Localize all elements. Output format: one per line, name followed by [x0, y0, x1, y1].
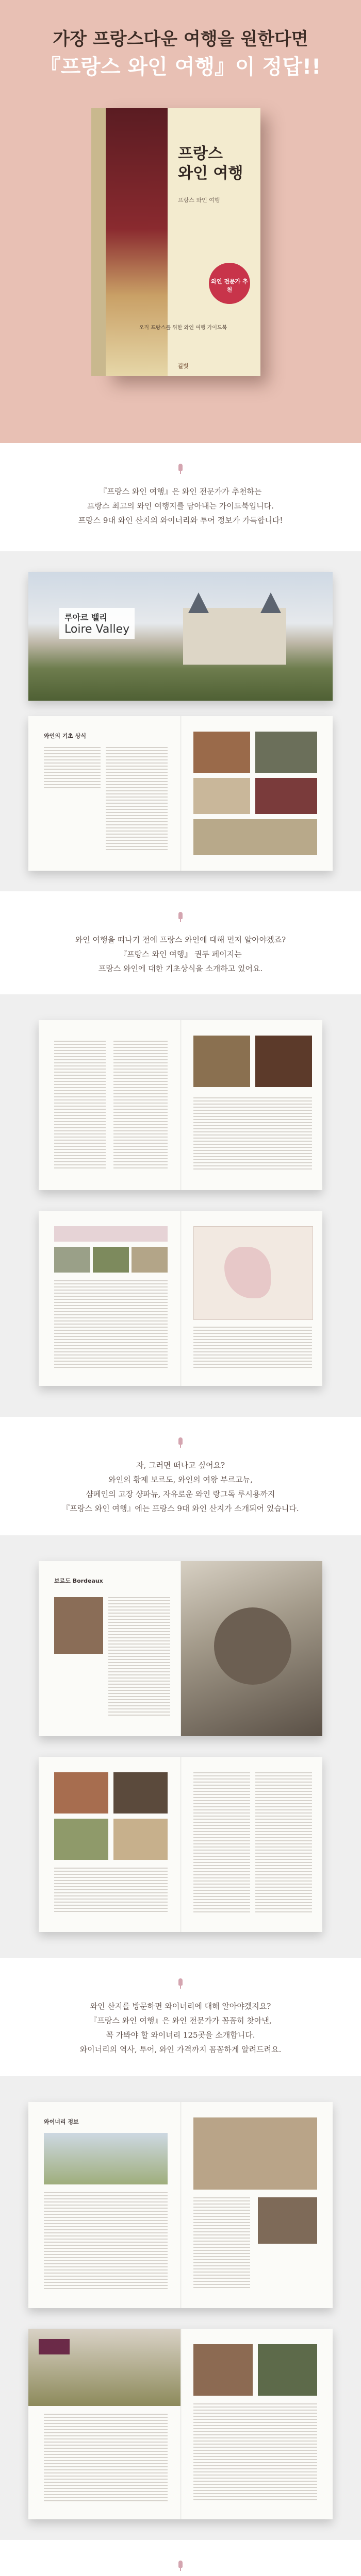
body-text — [108, 1597, 170, 1716]
region-photo — [93, 1247, 129, 1273]
page-spread — [28, 716, 333, 871]
book-cover-photo — [106, 108, 168, 376]
wineglass-icon — [175, 1978, 186, 1989]
wineglass-icon — [175, 2561, 186, 2571]
page-spread — [39, 1561, 322, 1736]
barrel-photo — [255, 1036, 312, 1087]
winery-photo — [258, 2344, 317, 2396]
wine-photo — [255, 778, 317, 814]
region-photo — [132, 1247, 168, 1273]
body-text — [113, 1041, 168, 1170]
body-text — [193, 1097, 312, 1170]
press-wheel — [214, 1607, 291, 1685]
body-text — [44, 2414, 168, 2501]
wineglass-icon — [175, 912, 186, 922]
page-title: 와인의 기초 상식 — [44, 733, 87, 739]
body-text — [44, 2192, 168, 2290]
body-text — [193, 2403, 317, 2501]
book-cover — [106, 108, 260, 376]
preview-stage-4 — [0, 2076, 361, 2540]
page-title: 와이너리 정보 — [44, 2119, 79, 2125]
wine-photo — [193, 732, 250, 773]
publisher-logo: 길벗 — [177, 363, 189, 369]
section-header-bar — [54, 1226, 168, 1242]
winery-photo — [54, 1597, 103, 1654]
wineglass-icon — [175, 464, 186, 474]
chateau-photo — [193, 2117, 317, 2190]
hero-banner — [0, 0, 361, 443]
food-photo — [54, 1772, 108, 1814]
winery-photo — [44, 2133, 168, 2184]
book-spine — [91, 108, 106, 376]
section-3-text: 자, 그러면 떠나고 싶어요? 와인의 황제 보르도, 와인의 여왕 부르고뉴, 샴페인의 고장 샹파뉴, 자유로운 와인 랑그독 루시용까지 『프랑스 와인 여행』에는 프랑스 9대 와인 산지가 소개되어 있습니다. — [62, 1461, 299, 1513]
recommend-badge: 와인 전문가 추천 — [209, 263, 250, 304]
page-spread — [28, 2102, 333, 2308]
winery-photo — [193, 2344, 253, 2396]
body-text — [106, 747, 168, 850]
region-label: 루아르 밸리 Loire Valley — [59, 608, 135, 639]
castle-building — [183, 608, 286, 665]
preview-stage-1 — [0, 551, 361, 891]
page-spread — [39, 1211, 322, 1386]
wine-bottle-photo — [193, 1036, 250, 1087]
preview-stage-3 — [0, 1535, 361, 1958]
page-spread — [28, 572, 333, 701]
body-text — [44, 747, 101, 788]
section-4-text: 와인 산지를 방문하면 와이너리에 대해 알아야겠지요? 『프랑스 와인 여행』은 와인 전문가가 꼼꼼히 찾아낸, 꼭 가봐야 할 와이너리 125곳을 소개합니다. 와이너리의 역사, 투어, 와인 가격까지 꼼꼼하게 알려드려요. — [79, 2002, 282, 2054]
body-text — [193, 1327, 312, 1368]
region-photo — [54, 1247, 90, 1273]
cellar-photo — [113, 1772, 168, 1814]
page-spread — [39, 1757, 322, 1932]
wineglass-icon — [175, 1437, 186, 1448]
section-1-text: 『프랑스 와인 여행』은 와인 전문가가 추천하는 프랑스 최고의 와인 여행지를 담아내는 가이드북입니다. 프랑스 9대 와인 산지의 와이너리와 투어 정보가 가득합니다! — [78, 487, 283, 525]
town-photo — [113, 1819, 168, 1860]
hero-headline-1: 가장 프랑스다운 여행을 원한다면 — [53, 29, 308, 49]
page-spread — [39, 1020, 322, 1190]
body-text — [193, 2197, 250, 2290]
page-spread — [28, 2329, 333, 2519]
interior-photo — [258, 2197, 317, 2244]
hero-headline-2: 『프랑스 와인 여행』이 정답!! — [40, 55, 321, 79]
vineyard-photo — [54, 1819, 108, 1860]
preview-stage-2 — [0, 994, 361, 1417]
book-description: 오직 프랑스를 위한 와인 여행 가이드북 — [139, 325, 227, 331]
landscape-photo — [193, 819, 317, 855]
book-subtitle: 프랑스 와인 여행 — [178, 197, 220, 204]
body-text — [193, 1772, 250, 1914]
book-title: 프랑스 와인 여행 — [178, 145, 243, 182]
body-text — [54, 1868, 168, 1914]
vineyard-photo — [255, 732, 317, 773]
body-text — [54, 1041, 106, 1170]
page-title: 보르도 Bordeaux — [54, 1578, 103, 1584]
body-text — [255, 1772, 312, 1914]
section-2-text: 와인 여행을 떠나기 전에 프랑스 와인에 대해 먼저 알아야겠죠? 『프랑스 와인 여행』 권두 페이지는 프랑스 와인에 대한 기초상식을 소개하고 있어요. — [75, 935, 286, 973]
body-text — [54, 1280, 168, 1368]
cellar-photo — [193, 778, 250, 814]
region-tag — [39, 2339, 70, 2354]
